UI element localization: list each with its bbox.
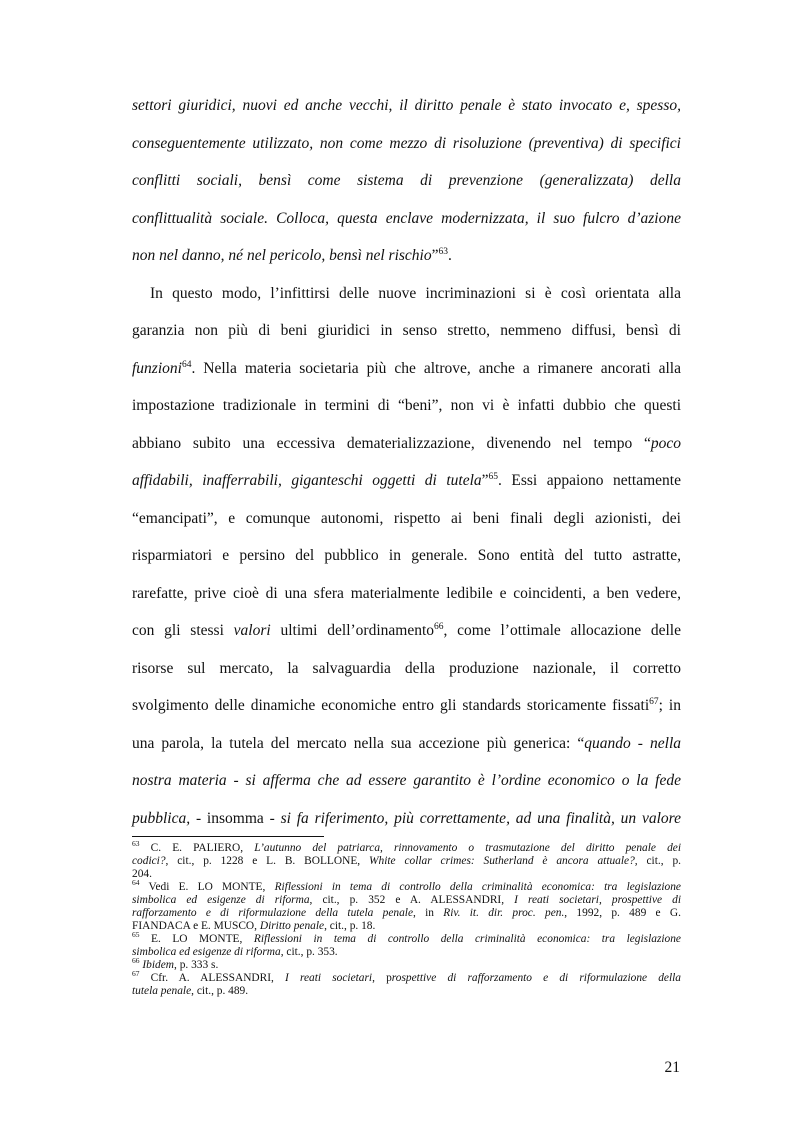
text-run: valori: [233, 622, 271, 639]
text-run: conseguentemente utilizzato, non come mezzo di risoluzione (preventiva) di specifici: [132, 134, 681, 152]
footnote-line: [132, 930, 681, 946]
text-run: White collar crimes: Sutherland è ancora attuale?,: [369, 855, 638, 867]
text-run: , cit., p. 1228 e L. B. BOLLONE,: [165, 855, 370, 867]
footnote-line: [132, 907, 681, 920]
footnote-ref: 63: [438, 246, 449, 257]
text-run: una parola, la tutela del mercato nella sua accezione più generica: “: [132, 734, 585, 752]
text-run: conflittualità sociale. Colloca, questa enclave modernizzata, il suo fulcro d’azione: [132, 209, 681, 227]
body-line: [132, 134, 681, 154]
text-run: poco: [650, 434, 681, 452]
text-run: ultimi dell’ordinamento: [270, 622, 435, 639]
text-run: Ibidem: [142, 959, 174, 971]
text-run: quando - nella: [584, 734, 682, 752]
text-run: impostazione tradizionale in termini di “beni”, non vi è infatti dubbio che questi: [132, 397, 681, 414]
body-line: [132, 321, 681, 341]
body-line: [132, 659, 681, 679]
text-run: svolgimento delle dinamiche economiche entro gli standards storicamente fissati: [132, 697, 650, 714]
text-run: . Nella materia societaria più che altrove, anche a rimanere ancorati alla: [191, 359, 681, 377]
text-run: cit., p.: [637, 855, 681, 867]
footnote-line: [132, 969, 681, 985]
text-run: tutela penale: [132, 985, 192, 997]
text-run: , cit., p. 353.: [280, 946, 338, 958]
body-line: [132, 696, 681, 716]
body-line: [132, 171, 681, 191]
body-line: [132, 96, 681, 116]
text-run: simbolica ed esigenze di riforma: [132, 894, 310, 906]
body-line: [132, 809, 681, 829]
text-run: funzioni: [132, 359, 182, 377]
text-run: Cfr. A. ALESSANDRI,: [139, 972, 286, 984]
footnote-ref: 67: [132, 969, 140, 979]
text-run: . Essi appaiono nettamente: [498, 472, 681, 489]
text-run: nostra materia - si afferma che ad essere garantito è l’ordine economico o la fede: [132, 772, 681, 789]
body-line: [132, 509, 681, 529]
text-run: ”: [481, 472, 489, 489]
footnote-line: [132, 920, 681, 933]
text-run: , p. 333 s.: [174, 959, 219, 971]
text-run: FIANDACA e E. MUSCO,: [132, 920, 260, 932]
text-run: Riflessioni in tema di controllo della criminalità economica: tra legislazione: [274, 881, 681, 893]
footnote-ref: 66: [132, 956, 140, 966]
footnote-line: [132, 839, 681, 855]
text-run: Riflessioni in tema di controllo della criminalità economica: tra legislazione: [253, 933, 681, 945]
text-run: “emancipati”, e comunque autonomi, rispetto ai beni finali degli azionisti, dei: [132, 509, 681, 527]
footnote-ref: 63: [132, 839, 140, 849]
text-run: rarefatte, prive cioè di una sfera materialmente ledibile e coincidenti, a ben vedere,: [132, 584, 681, 602]
text-run: si fa riferimento, più correttamente, ad una finalità, un valore: [280, 809, 681, 827]
body-line: [132, 734, 681, 754]
text-run: garanzia non più di beni giuridici in senso stretto, nemmeno diffusi, bensì di: [132, 322, 681, 339]
text-run: risorse sul mercato, la salvaguardia della produzione nazionale, il corretto: [132, 659, 681, 677]
body-line: [150, 284, 681, 304]
text-run: settori giuridici, nuovi ed anche vecchi, il diritto penale è stato invocato e, spesso,: [132, 97, 681, 114]
text-run: rafforzamento e di riformulazione della tutela penale: [132, 907, 413, 919]
footnote-line: [132, 946, 681, 959]
footnote-line: [132, 855, 681, 868]
text-run: Vedi E. LO MONTE,: [139, 881, 275, 893]
text-run: conflitti sociali, bensì come sistema di prevenzione (generalizzata) della: [132, 172, 681, 189]
text-run: Riv. it. dir. proc. pen.: [443, 907, 565, 919]
text-run: con gli stessi: [132, 622, 234, 639]
page-number: 21: [664, 1059, 680, 1076]
body-line: [132, 584, 681, 604]
body-line: [132, 434, 681, 454]
body-line: [132, 396, 681, 416]
text-run: , 1992, p. 489 e G.: [564, 907, 681, 919]
text-run: 204.: [132, 868, 152, 880]
text-run: - insomma -: [190, 809, 281, 827]
body-line: [132, 246, 681, 266]
text-run: , cit., p. 352 e A. ALESSANDRI,: [309, 894, 515, 906]
text-run: ; in: [658, 697, 681, 714]
body-line: [132, 471, 681, 491]
text-run: affidabili, inafferrabili, giganteschi oggetti di tutela: [132, 472, 482, 489]
text-run: simbolica ed esigenze di riforma: [132, 946, 281, 958]
text-run: Diritto penale: [259, 920, 325, 932]
text-run: , in: [413, 907, 444, 919]
footnote-ref: 64: [132, 878, 140, 888]
footnote-ref: 67: [649, 696, 659, 707]
text-run: I reati societari: [285, 972, 373, 984]
text-run: I reati societari, prospettive di: [514, 894, 681, 906]
footnote-line: [132, 894, 681, 907]
text-run: C. E. PALIERO,: [139, 842, 255, 854]
text-run: , come l’ottimale allocazione delle: [443, 622, 681, 639]
footnote-line: [132, 985, 681, 998]
footnote-ref: 64: [181, 359, 192, 370]
footnote-ref: 65: [488, 471, 499, 482]
footnote-line: [132, 868, 681, 881]
body-line: [132, 209, 681, 229]
text-run: non nel danno, né nel pericolo, bensì nel rischio: [132, 247, 432, 264]
text-run: abbiano subito una eccessiva dematerializzazione, divenendo nel tempo “: [132, 434, 651, 452]
text-run: risparmiatori e persino del pubblico in generale. Sono entità del tutto astratte,: [132, 547, 681, 564]
text-run: , cit., p. 489.: [191, 985, 249, 997]
footnote-line: [132, 956, 681, 972]
text-run: , p: [372, 972, 392, 984]
text-run: L’autunno del patriarca, rinnovamento o trasmutazione del diritto penale dei: [254, 842, 681, 854]
body-line: [132, 621, 681, 641]
text-run: pubblica,: [132, 809, 191, 827]
footnote-ref: 65: [132, 930, 140, 940]
text-run: , cit., p. 18.: [324, 920, 376, 932]
text-run: .: [448, 247, 452, 264]
body-line: [132, 359, 681, 379]
text-run: codici?: [132, 855, 166, 867]
text-run: E. LO MONTE,: [139, 933, 254, 945]
footnote-separator: [132, 836, 324, 837]
footnote-line: [132, 878, 681, 894]
body-line: [132, 546, 681, 566]
footnote-ref: 66: [434, 621, 444, 632]
body-line: [132, 771, 681, 791]
text-run: ”: [431, 247, 439, 264]
text-run: In questo modo, l’infittirsi delle nuove incriminazioni si è così orientata alla: [150, 284, 681, 302]
text-run: rospettive di rafforzamento e di riformulazione della: [391, 972, 681, 984]
